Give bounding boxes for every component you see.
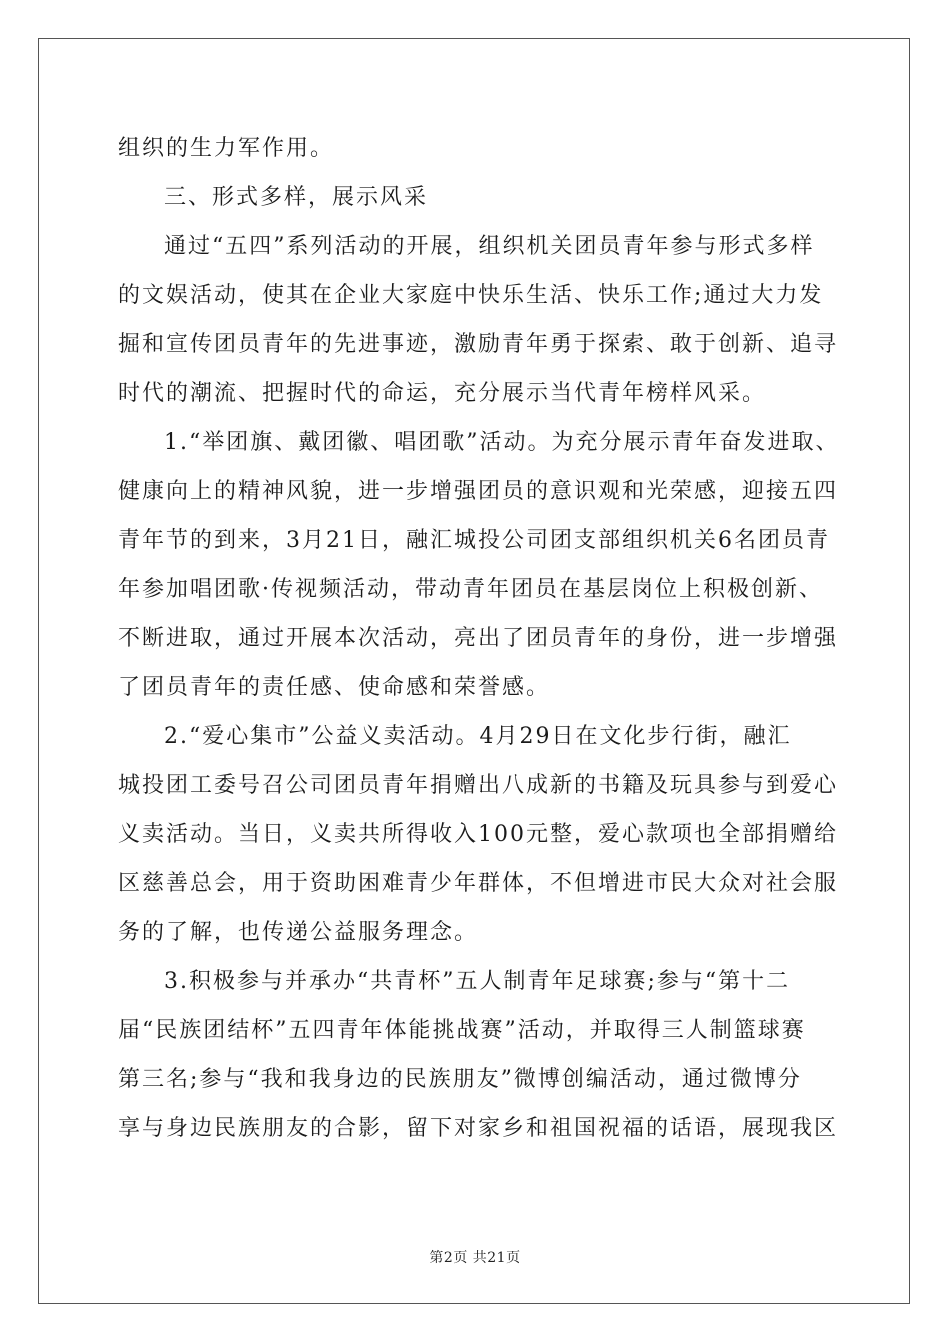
text-line: 时代的潮流、把握时代的命运，充分展示当代青年榜样风采。 — [118, 381, 767, 406]
text-line: 第三名;参与“我和我身边的民族朋友”微博创编活动，通过微博分 — [118, 1067, 802, 1092]
text-line: 届“民族团结杯”五四青年体能挑战赛”活动，并取得三人制篮球赛 — [118, 1018, 806, 1043]
text-line: 区慈善总会，用于资助困难青少年群体，不但增进市民大众对社会服 — [118, 871, 839, 896]
text-line: 健康向上的精神风貌，进一步增强团员的意识观和光荣感，迎接五四 — [118, 479, 839, 504]
text-line: 了团员青年的责任感、使命感和荣誉感。 — [118, 675, 551, 700]
text-line: 1.“举团旗、戴团徽、唱团歌”活动。为充分展示青年奋发进取、 — [164, 430, 840, 455]
text-line: 年参加唱团歌·传视频活动，带动青年团员在基层岗位上积极创新、 — [118, 577, 823, 602]
text-line: 青年节的到来，3月21日，融汇城投公司团支部组织机关6名团员青 — [118, 528, 830, 553]
text-line: 三、形式多样，展示风采 — [164, 185, 429, 210]
page-number-footer: 第2页 共21页 — [429, 1250, 521, 1266]
text-line: 城投团工委号召公司团员青年捐赠出八成新的书籍及玩具参与到爱心 — [118, 773, 839, 798]
text-line: 义卖活动。当日，义卖共所得收入100元整，爱心款项也全部捐赠给 — [118, 822, 838, 847]
text-line: 掘和宣传团员青年的先进事迹，激励青年勇于探索、敢于创新、追寻 — [118, 332, 839, 357]
text-line: 组织的生力军作用。 — [118, 136, 335, 161]
text-line: 不断进取，通过开展本次活动，亮出了团员青年的身份，进一步增强 — [118, 626, 839, 651]
text-line: 2.“爱心集市”公益义卖活动。4月29日在文化步行街，融汇 — [164, 724, 792, 749]
text-line: 3.积极参与并承办“共青杯”五人制青年足球赛;参与“第十二 — [164, 969, 791, 994]
document-body — [118, 124, 840, 1153]
text-line: 通过“五四”系列活动的开展，组织机关团员青年参与形式多样 — [164, 234, 815, 259]
text-line: 的文娱活动，使其在企业大家庭中快乐生活、快乐工作;通过大力发 — [118, 283, 824, 308]
text-line: 享与身边民族朋友的合影，留下对家乡和祖国祝福的话语，展现我区 — [118, 1116, 839, 1141]
text-line: 务的了解，也传递公益服务理念。 — [118, 920, 479, 945]
